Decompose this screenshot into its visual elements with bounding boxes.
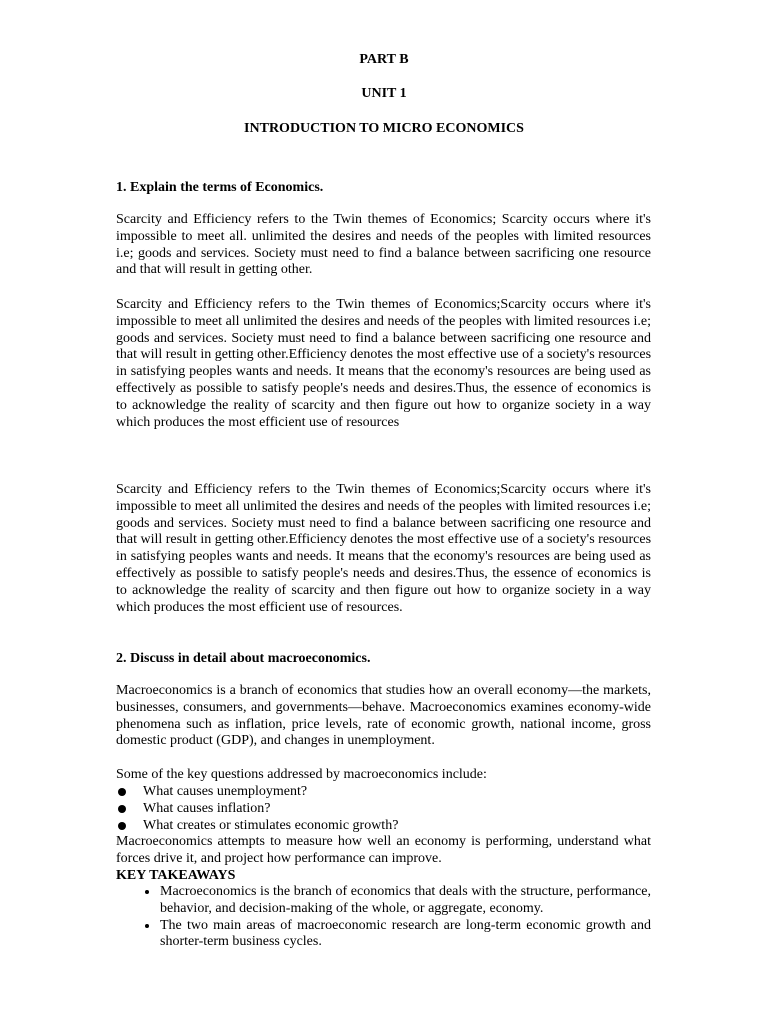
list-item: What creates or stimulates economic growth? <box>116 818 651 835</box>
list-item: What causes inflation? <box>116 801 651 818</box>
part-heading: PART B <box>359 52 409 67</box>
bullet-icon <box>145 890 149 894</box>
key-takeaways-list <box>160 884 651 951</box>
key-questions-list <box>116 784 651 834</box>
list-item: What causes unemployment? <box>116 784 651 801</box>
q2-paragraph-1: Macroeconomics is a branch of economics that studies how an overall economy—the markets, businesses, consumers, and governments—behave. Macroeconomics examines economy-wide phenomena such as inflation, price levels, rate of economic growth, national income, gross domestic product (GDP), and changes in unemployment. <box>116 683 651 749</box>
q1-paragraph-3: Scarcity and Efficiency refers to the Twin themes of Economics;Scarcity occurs where it's impossible to meet all unlimited the desires and needs of the peoples with limited resources i.e; goods and services. Society must need to find a balance between sacrificing one resource and that will result in getting other.Efficiency denotes the most effective use of a society's resources in satisfying peoples wants and needs. It means that the economy's resources are being used as effectively as possible to satisfy people's needs and desires.Thus, the essence of economics is to acknowledge the reality of scarcity and then figure out how to organize society in a way which produces the most efficient use of resources. <box>116 482 652 615</box>
question-2-heading: 2. Discuss in detail about macroeconomics. <box>116 651 371 666</box>
bullet-icon <box>118 805 126 813</box>
q2-paragraph-2: Macroeconomics attempts to measure how well an economy is performing, understand what forces drive it, and project how performance can improve. <box>116 834 651 866</box>
bullet-icon <box>118 822 126 830</box>
unit-heading: UNIT 1 <box>361 86 407 101</box>
key-takeaways-heading: KEY TAKEAWAYS <box>116 868 236 883</box>
q1-paragraph-2: Scarcity and Efficiency refers to the Twin themes of Economics;Scarcity occurs where it's impossible to meet all unlimited the desires and needs of the peoples with limited resources i.e; goods and services. Society must need to find a balance between sacrificing one resource and that will result in getting other.Efficiency denotes the most effective use of a society's resources in satisfying peoples wants and needs. It means that the economy's resources are being used as effectively as possible to satisfy people's needs and desires.Thus, the essence of economics is to acknowledge the reality of scarcity and then figure out how to organize society in a way which produces the most efficient use of resources <box>116 297 652 430</box>
page-title: INTRODUCTION TO MICRO ECONOMICS <box>244 121 524 136</box>
list-item: The two main areas of macroeconomic research are long-term economic growth and shorter-term business cycles. <box>160 918 651 952</box>
bullet-icon <box>118 788 126 796</box>
question-1-heading: 1. Explain the terms of Economics. <box>116 180 324 195</box>
list-item: Macroeconomics is the branch of economics that deals with the structure, performance, behavior, and decision-making of the whole, or aggregate, economy. <box>160 884 651 918</box>
bullet-icon <box>145 924 149 928</box>
q1-paragraph-1: Scarcity and Efficiency refers to the Twin themes of Economics; Scarcity occurs where it's impossible to meet all. unlimited the desires and needs of the peoples with limited resources i.e; goods and services. Society must need to find a balance between sacrificing one resource and that will result in getting other. <box>116 212 651 278</box>
q2-questions-intro: Some of the key questions addressed by macroeconomics include: <box>116 767 487 782</box>
